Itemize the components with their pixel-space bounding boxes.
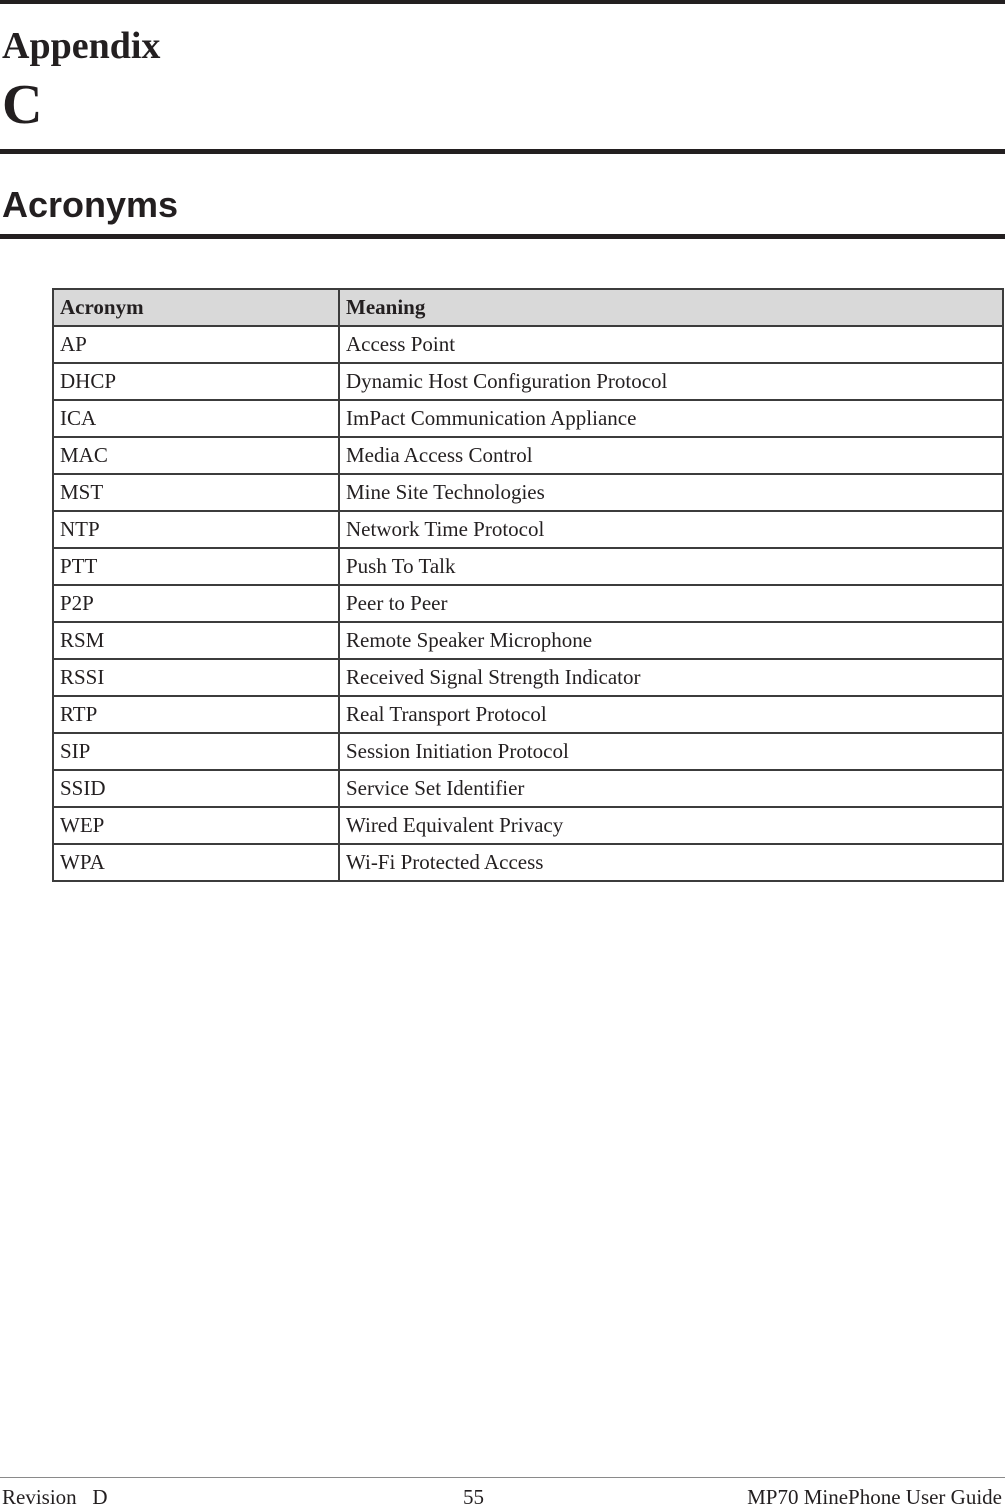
meaning-cell: Mine Site Technologies bbox=[339, 474, 1003, 511]
table-row bbox=[53, 770, 1003, 807]
acronym-cell: WPA bbox=[53, 844, 339, 881]
table-row bbox=[53, 511, 1003, 548]
footer-document-title: MP70 MinePhone User Guide bbox=[747, 1485, 1002, 1509]
acronym-cell: RSM bbox=[53, 622, 339, 659]
table-row bbox=[53, 585, 1003, 622]
meaning-cell: Dynamic Host Configuration Protocol bbox=[339, 363, 1003, 400]
meaning-cell: Service Set Identifier bbox=[339, 770, 1003, 807]
header-rule bbox=[0, 149, 1005, 154]
footer-revision: Revision D bbox=[2, 1485, 108, 1509]
acronym-cell: RSSI bbox=[53, 659, 339, 696]
meaning-cell: Peer to Peer bbox=[339, 585, 1003, 622]
acronym-cell: RTP bbox=[53, 696, 339, 733]
table-row bbox=[53, 437, 1003, 474]
table-row bbox=[53, 696, 1003, 733]
table-row bbox=[53, 474, 1003, 511]
meaning-cell: Push To Talk bbox=[339, 548, 1003, 585]
footer-page-number: 55 bbox=[463, 1485, 484, 1509]
meaning-cell: ImPact Communication Appliance bbox=[339, 400, 1003, 437]
table-row bbox=[53, 548, 1003, 585]
section-title-rule bbox=[0, 234, 1005, 239]
acronym-cell: SSID bbox=[53, 770, 339, 807]
table-row bbox=[53, 363, 1003, 400]
meaning-cell: Remote Speaker Microphone bbox=[339, 622, 1003, 659]
table-row bbox=[53, 400, 1003, 437]
acronym-cell: P2P bbox=[53, 585, 339, 622]
meaning-cell: Real Transport Protocol bbox=[339, 696, 1003, 733]
acronym-cell: PTT bbox=[53, 548, 339, 585]
meaning-cell: Media Access Control bbox=[339, 437, 1003, 474]
acronym-cell: ICA bbox=[53, 400, 339, 437]
table-row bbox=[53, 733, 1003, 770]
acronyms-table bbox=[52, 288, 1004, 882]
acronym-cell: SIP bbox=[53, 733, 339, 770]
meaning-cell: Network Time Protocol bbox=[339, 511, 1003, 548]
meaning-cell: Session Initiation Protocol bbox=[339, 733, 1003, 770]
appendix-letter: C bbox=[2, 74, 43, 136]
table-row bbox=[53, 326, 1003, 363]
acronym-cell: AP bbox=[53, 326, 339, 363]
meaning-cell: Access Point bbox=[339, 326, 1003, 363]
table-header-row bbox=[53, 289, 1003, 326]
table-row bbox=[53, 844, 1003, 881]
section-title: Acronyms bbox=[2, 184, 179, 225]
column-header-meaning: Meaning bbox=[339, 289, 1003, 326]
table-row bbox=[53, 622, 1003, 659]
acronym-cell: WEP bbox=[53, 807, 339, 844]
acronym-cell: DHCP bbox=[53, 363, 339, 400]
meaning-cell: Received Signal Strength Indicator bbox=[339, 659, 1003, 696]
meaning-cell: Wi-Fi Protected Access bbox=[339, 844, 1003, 881]
appendix-label: Appendix bbox=[2, 25, 161, 67]
table-row bbox=[53, 659, 1003, 696]
acronym-cell: MST bbox=[53, 474, 339, 511]
table-row bbox=[53, 807, 1003, 844]
acronym-cell: NTP bbox=[53, 511, 339, 548]
footer-rule bbox=[0, 1477, 1005, 1478]
acronym-cell: MAC bbox=[53, 437, 339, 474]
top-rule bbox=[0, 0, 1005, 4]
meaning-cell: Wired Equivalent Privacy bbox=[339, 807, 1003, 844]
column-header-acronym: Acronym bbox=[53, 289, 339, 326]
